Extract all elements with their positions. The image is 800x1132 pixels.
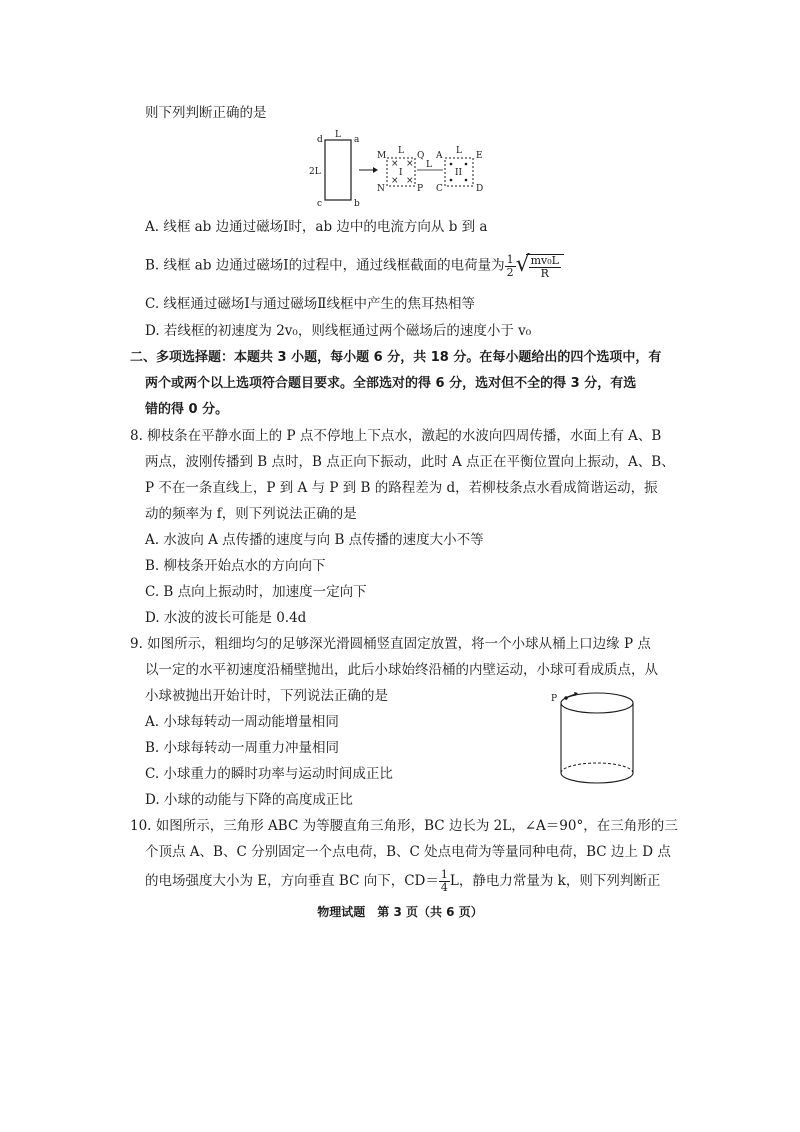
label-L-gap: L <box>426 160 432 170</box>
q8-option-a: A. 水波向 A 点传播的速度与向 B 点传播的速度大小不等 <box>145 532 484 548</box>
q7-option-d: D. 若线框的初速度为 2v₀，则线框通过两个磁场后的速度小于 v₀ <box>145 323 532 339</box>
q9-option-b: B. 小球每转动一周重力冲量相同 <box>145 740 340 756</box>
label-N: N <box>377 184 385 194</box>
label-b: b <box>354 199 360 209</box>
label-2L: 2L <box>309 167 321 177</box>
q10-line3-post: L，静电力常量为 k，则下列判断正 <box>449 873 661 889</box>
q9-line1: 9. 如图所示，粗细均匀的足够深光滑圆桶竖直固定放置，将一个小球从桶上口边缘 P 点 <box>130 636 651 652</box>
q10-line3 <box>145 869 660 894</box>
label-P: P <box>417 184 424 194</box>
q10-line2: 个顶点 A、B、C 分别固定一个点电荷，B、C 处点电荷为等量同种电荷，BC 边上 D 点 <box>145 844 671 860</box>
q10-line1: 10. 如图所示，三角形 ABC 为等腰直角三角形，BC 边长为 2L，∠A＝90°，在三角形的三 <box>130 818 678 834</box>
q8-line1: 8. 柳枝条在平静水面上的 P 点不停地上下点水，激起的水波向四周传播，水面上有 A、B <box>130 428 662 444</box>
q9-option-c: C. 小球重力的瞬时功率与运动时间成正比 <box>145 766 393 782</box>
svg-text:×: × <box>406 176 414 186</box>
cylinder-figure <box>545 683 645 793</box>
label-C: C <box>436 184 443 194</box>
label-L-top: L <box>335 130 341 140</box>
q9-line3: 小球被抛出开始计时，下列说法正确的是 <box>145 688 388 704</box>
q7-option-b-sqrt: √ $\frac{\text{mv₀L}}{R}$ <box>516 252 564 280</box>
label-L-field2: L <box>456 146 462 156</box>
section2-line2: 两个或两个以上选项符合题目要求。全部选对的得 6 分，选对但不全的得 3 分，有选 <box>145 376 637 391</box>
label-M: M <box>377 151 387 161</box>
label-c: c <box>317 199 323 209</box>
page-footer: 物理试题 第 3 页（共 6 页） <box>317 905 483 919</box>
q7-option-b <box>145 252 564 280</box>
label-d: d <box>317 135 323 145</box>
label-P-cylinder: P <box>551 694 558 704</box>
intro-text: 则下列判断正确的是 <box>145 105 267 121</box>
q10-fraction: $\frac{1}{4}$ <box>440 868 448 894</box>
section2-line1: 二、多项选择题：本题共 3 小题，每小题 6 分，共 18 分。在每小题给出的四个选项中，有 <box>130 350 662 365</box>
q9-option-d: D. 小球的动能与下降的高度成正比 <box>145 792 353 808</box>
svg-text:×: × <box>391 176 399 186</box>
q9-line2: 以一定的水平初速度沿桶壁抛出，此后小球始终沿桶的内壁运动，小球可看成质点，从 <box>145 662 658 678</box>
label-D: D <box>476 184 484 194</box>
q9-option-a: A. 小球每转动一周动能增量相同 <box>145 714 339 730</box>
q8-option-d: D. 水波的波长可能是 0.4d <box>145 610 307 626</box>
q8-line2: 两点，波刚传播到 B 点时，B 点正向下振动，此时 A 点正在平衡位置向上振动，A、B、 <box>145 454 675 470</box>
q7-option-a: A. 线框 ab 边通过磁场Ⅰ时，ab 边中的电流方向从 b 到 a <box>145 219 488 235</box>
label-E: E <box>476 151 483 161</box>
label-I: I <box>399 168 403 178</box>
q7-option-b-text: B. 线框 ab 边通过磁场Ⅰ的过程中，通过线框截面的电荷量为 <box>145 257 505 274</box>
q7-option-c: C. 线框通过磁场Ⅰ与通过磁场Ⅱ线框中产生的焦耳热相等 <box>145 296 475 312</box>
section2-line3: 错的得 0 分。 <box>145 402 229 417</box>
svg-text:×: × <box>391 159 399 169</box>
label-Q: Q <box>417 151 425 161</box>
q8-option-c: C. B 点向上振动时，加速度一定向下 <box>145 584 367 600</box>
q8-option-b: B. 柳枝条开始点水的方向向下 <box>145 558 326 574</box>
loop-magnetic-field-figure <box>305 130 505 210</box>
svg-text:×: × <box>406 159 414 169</box>
q8-line3: P 不在一条直线上，P 到 A 与 P 到 B 的路程差为 d，若柳枝条点水看成简谐运动，振 <box>145 480 658 496</box>
q7-option-b-fraction: $\frac{1}{2}$ <box>506 252 514 279</box>
q8-line4: 动的频率为 f，则下列说法正确的是 <box>145 506 357 522</box>
label-II: II <box>455 168 463 178</box>
label-A: A <box>436 151 443 161</box>
label-L-field1: L <box>398 146 404 156</box>
q10-line3-pre: 的电场强度大小为 E，方向垂直 BC 向下，CD＝ <box>145 873 439 889</box>
label-a: a <box>354 135 360 145</box>
